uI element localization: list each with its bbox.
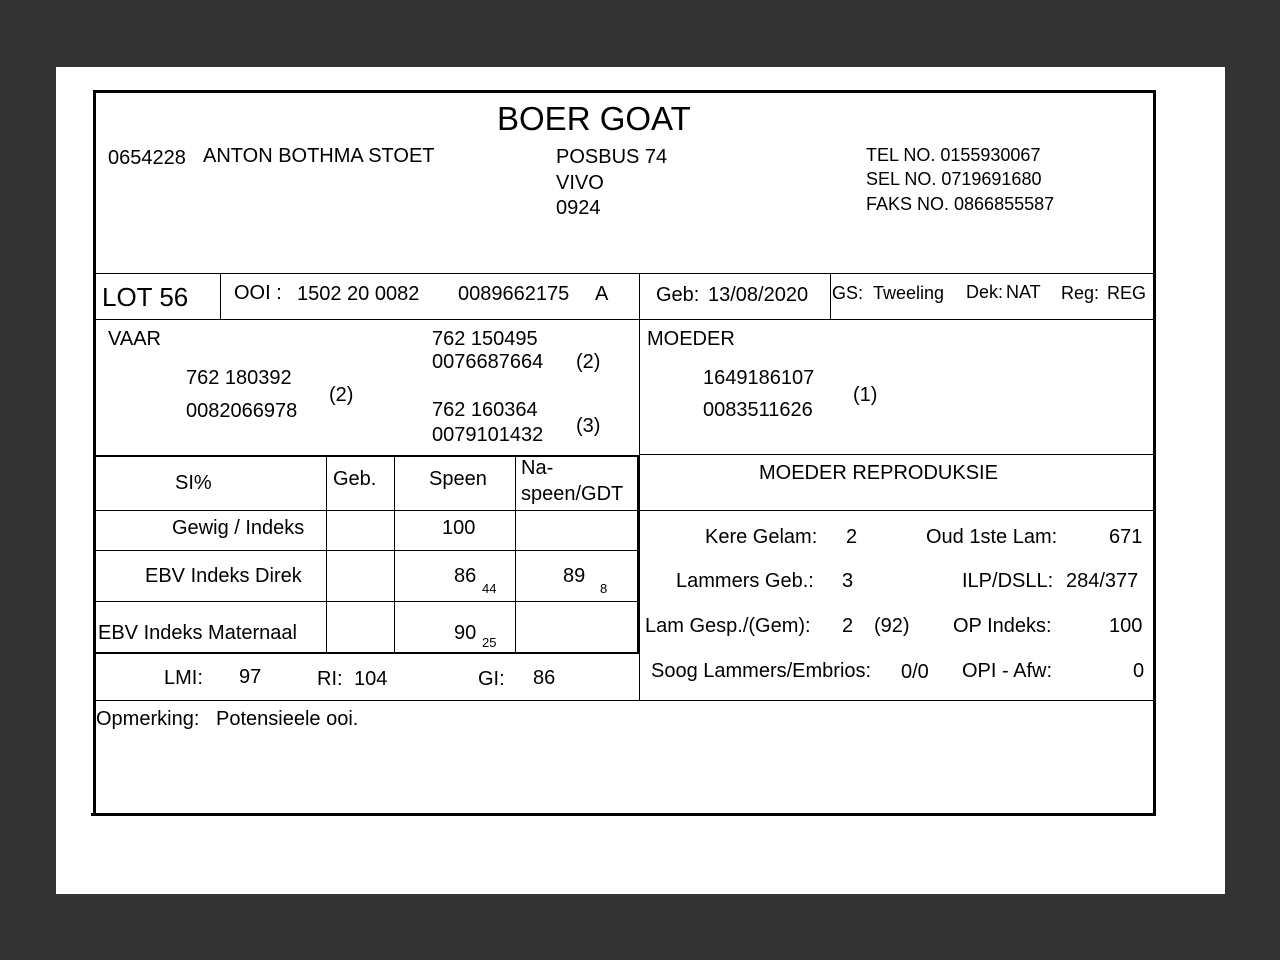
perf-cell-speen: 90 [454,622,477,644]
lmi-value: 97 [239,666,262,688]
divider-remarks-top [96,700,1153,701]
perf-cell-naspeen-accuracy: 8 [600,581,608,596]
ooi-grade: A [595,283,609,305]
page-title: BOER GOAT [497,100,691,137]
vaar-sire-id: 762 150495 [432,328,538,350]
divider-perf-bottom [96,652,639,654]
kere-gelam-value: 2 [846,526,858,548]
divider-perf-right [637,455,639,653]
remarks-label: Opmerking: [96,708,200,730]
vaar-sire-count: (2) [576,351,601,373]
gi-label: GI: [478,668,505,690]
vaar-dam-registration: 0079101432 [432,424,544,446]
perf-header-geb: Geb. [333,468,377,490]
perf-header-si: SI% [175,472,212,494]
oud-lam-value: 671 [1109,526,1143,548]
reproduction-title: MOEDER REPRODUKSIE [759,462,998,484]
divider-perf-col-2 [394,457,395,652]
ooi-registration: 0089662175 [458,283,570,305]
birth-date: 13/08/2020 [708,284,809,306]
dek-value: NAT [1006,282,1041,302]
vaar-registration: 0082066978 [186,400,298,422]
lammers-geb-label: Lammers Geb.: [676,570,814,592]
border-top [93,90,1156,93]
vaar-label: VAAR [108,328,161,350]
divider-repro-top [639,454,1153,455]
divider-perf-col-3 [515,457,516,652]
gs-value: Tweeling [873,283,945,303]
birth-label: Geb: [656,284,700,306]
moeder-label: MOEDER [647,328,735,350]
dek-label: Dek: [966,282,1004,302]
remarks-text: Potensieele ooi. [216,708,359,730]
soog-label: Soog Lammers/Embrios: [651,660,872,682]
vaar-count: (2) [329,384,354,406]
soog-value: 0/0 [901,661,929,683]
breeder-name: ANTON BOTHMA STOET [203,145,435,167]
op-indeks-value: 100 [1109,615,1143,637]
perf-header-speen: Speen [429,468,487,490]
reg-value: REG [1107,283,1147,303]
ri-label: RI: [317,668,343,690]
border-right [1153,90,1156,816]
lammers-geb-value: 3 [842,570,854,592]
vaar-dam-count: (3) [576,415,601,437]
lot-number: LOT 56 [102,282,189,312]
moeder-count: (1) [853,384,878,406]
address-line-1: POSBUS 74 [556,146,668,168]
moeder-id: 1649186107 [703,367,815,389]
lmi-label: LMI: [164,667,203,689]
divider-perf-row-2 [96,550,639,551]
perf-row-label: Gewig / Indeks [172,517,305,539]
divider-perf-col-1 [326,457,327,652]
lam-gesp-value: 2 [842,615,854,637]
divider-perf-row-3 [96,601,639,602]
divider-lot-2 [639,273,640,319]
moeder-registration: 0083511626 [703,399,813,421]
vaar-dam-id: 762 160364 [432,399,538,421]
address-line-2: VIVO [556,172,604,194]
perf-cell-speen: 100 [442,517,476,539]
breeder-number: 0654228 [108,147,186,169]
perf-cell-naspeen: 89 [563,565,586,587]
divider-lot-top [96,273,1153,274]
lam-gesp-average: (92) [874,615,910,637]
gi-value: 86 [533,667,556,689]
vaar-sire-registration: 0076687664 [432,351,544,373]
ooi-id: 1502 20 0082 [297,283,420,305]
perf-cell-speen-accuracy: 25 [482,635,497,650]
opi-label: OPI - Afw: [962,660,1053,682]
divider-repro-header [639,510,1153,511]
perf-cell-speen-accuracy: 44 [482,581,497,596]
catalogue-card-page [56,67,1225,894]
divider-lot-1 [220,273,221,319]
divider-perf-row-1 [96,510,639,511]
divider-perf-top [96,455,639,457]
divider-lot-3 [830,273,831,319]
border-bottom [91,813,1153,816]
perf-row-label: EBV Indeks Direk [145,565,302,587]
ooi-label: OOI : [234,282,282,304]
kere-gelam-label: Kere Gelam: [705,526,818,548]
perf-header-naspeen-2: speen/GDT [521,483,624,505]
reg-label: Reg: [1061,283,1100,303]
ilp-label: ILP/DSLL: [962,570,1054,592]
perf-header-naspeen-1: Na- [521,457,554,479]
divider-lot-bottom [96,319,1153,320]
op-indeks-label: OP Indeks: [953,615,1052,637]
lam-gesp-label: Lam Gesp./(Gem): [645,615,811,637]
oud-lam-label: Oud 1ste Lam: [926,526,1058,548]
opi-value: 0 [1133,660,1145,682]
faks-number: FAKS NO. 0866855587 [866,194,1055,214]
perf-row-label: EBV Indeks Maternaal [98,622,297,644]
vaar-id: 762 180392 [186,367,292,389]
address-line-3: 0924 [556,197,601,219]
sel-number: SEL NO. 0719691680 [866,169,1042,189]
tel-number: TEL NO. 0155930067 [866,145,1041,165]
ri-value: 104 [354,668,388,690]
gs-label: GS: [832,283,864,303]
perf-cell-speen: 86 [454,565,477,587]
ilp-value: 284/377 [1066,570,1139,592]
